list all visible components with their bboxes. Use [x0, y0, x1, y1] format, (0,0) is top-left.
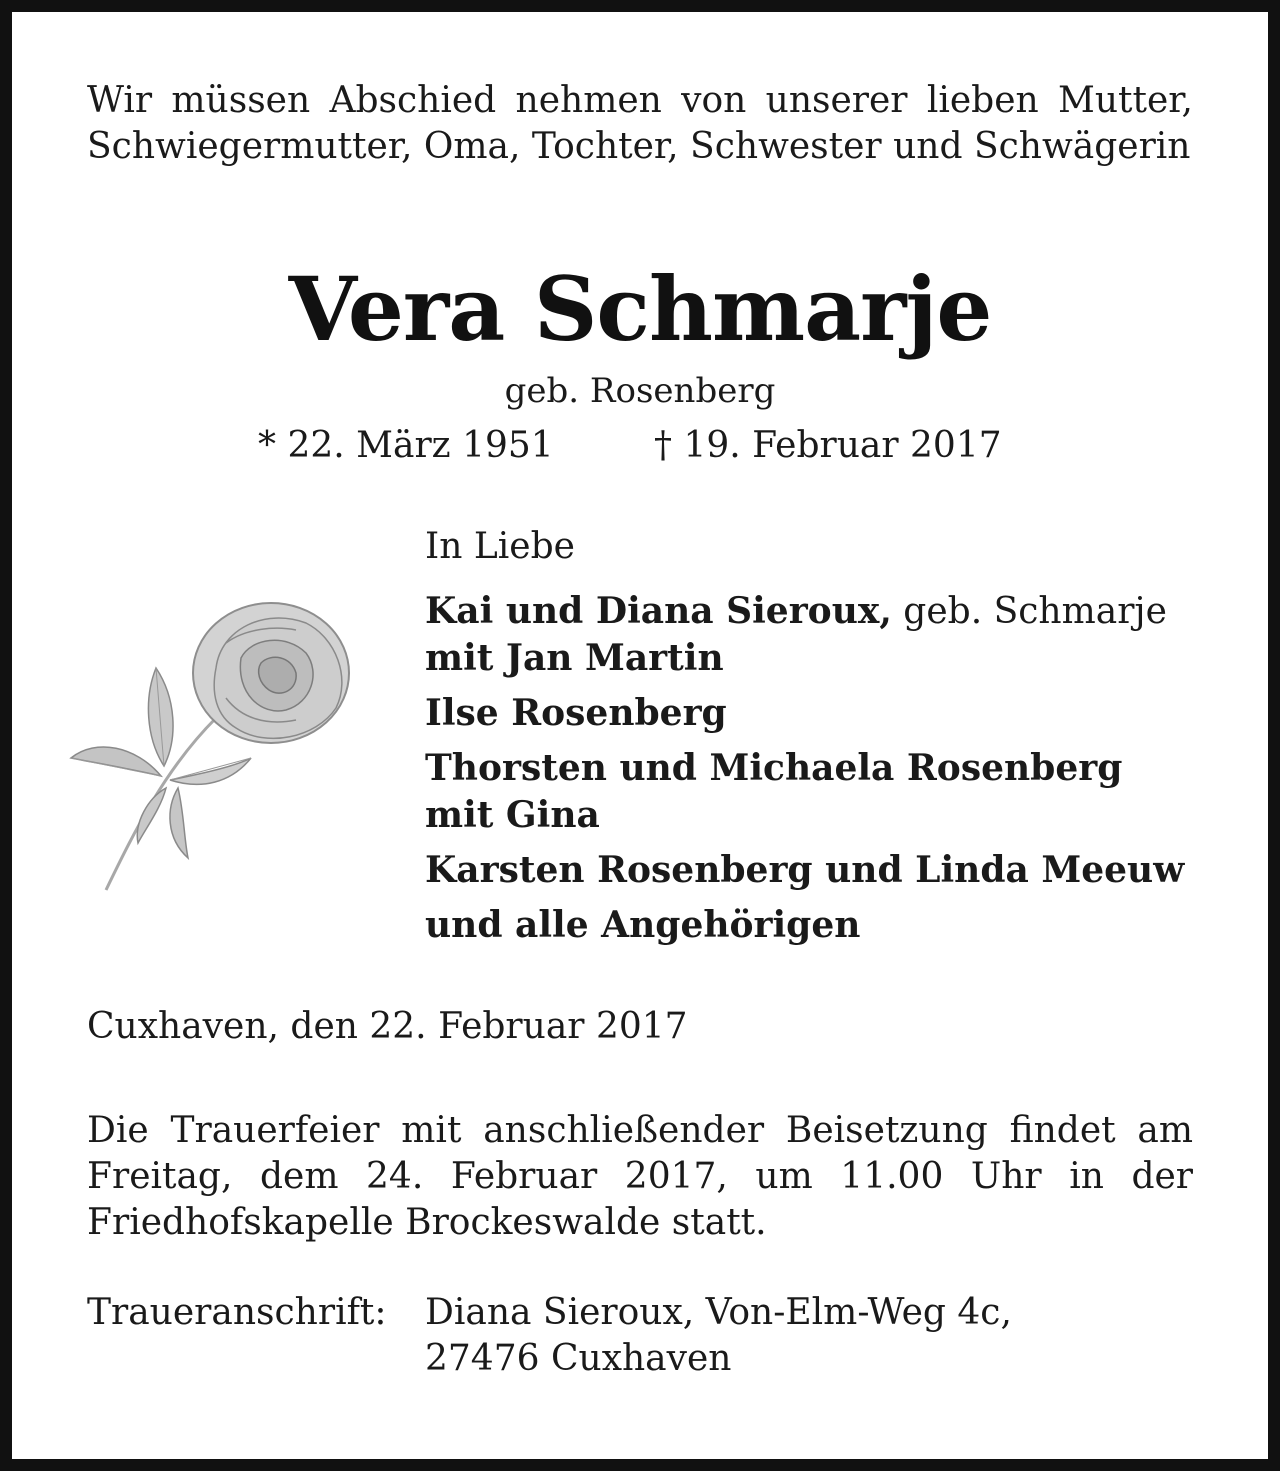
- address-block: [425, 1290, 1012, 1382]
- family-member-line: [425, 588, 1215, 635]
- service-info: Die Trauerfeier mit anschließender Beisetzung findet am Freitag, dem 24. Februar 2017, um 11.00 Uhr in der Friedhofskapelle Brockeswalde statt.: [87, 1110, 1193, 1243]
- family-member-line: [425, 902, 1215, 949]
- death-date: † 19. Februar 2017: [654, 425, 1002, 466]
- place-date: Cuxhaven, den 22. Februar 2017: [87, 1006, 688, 1047]
- family-member-line: [425, 635, 1215, 682]
- family-member-name: Thorsten und Michaela Rosenberg: [425, 747, 1123, 789]
- intro-text: Wir müssen Abschied nehmen von unserer lieben Mutter, Schwiegermutter, Oma, Tochter, Schwester und Schwägerin: [87, 80, 1193, 167]
- family-member-note: geb. Schmarje: [891, 591, 1167, 632]
- family-member-name: Kai und Diana Sieroux,: [425, 590, 892, 632]
- address-line-2: 27476 Cuxhaven: [425, 1338, 732, 1379]
- deceased-name: Vera Schmarje: [288, 257, 992, 361]
- maiden-name: geb. Rosenberg: [504, 371, 776, 411]
- family-list: [425, 524, 1215, 949]
- rose-icon: [66, 598, 366, 898]
- birth-date: * 22. März 1951: [258, 425, 554, 466]
- family-member-line: [425, 745, 1215, 792]
- family-member-line: [425, 847, 1215, 894]
- family-member-line: [425, 690, 1215, 737]
- family-member-name: Karsten Rosenberg und Linda Meeuw: [425, 849, 1185, 891]
- in-love-label: In Liebe: [425, 526, 575, 567]
- address-label: Traueranschrift:: [87, 1292, 387, 1333]
- family-member-name: mit Gina: [425, 794, 600, 836]
- family-member-line: [425, 792, 1215, 839]
- family-member-name: Ilse Rosenberg: [425, 692, 727, 734]
- family-rows: [425, 588, 1215, 949]
- family-member-name: und alle Angehörigen: [425, 904, 861, 946]
- family-member-name: mit Jan Martin: [425, 637, 724, 679]
- address-line-1: Diana Sieroux, Von-Elm-Weg 4c,: [425, 1292, 1012, 1333]
